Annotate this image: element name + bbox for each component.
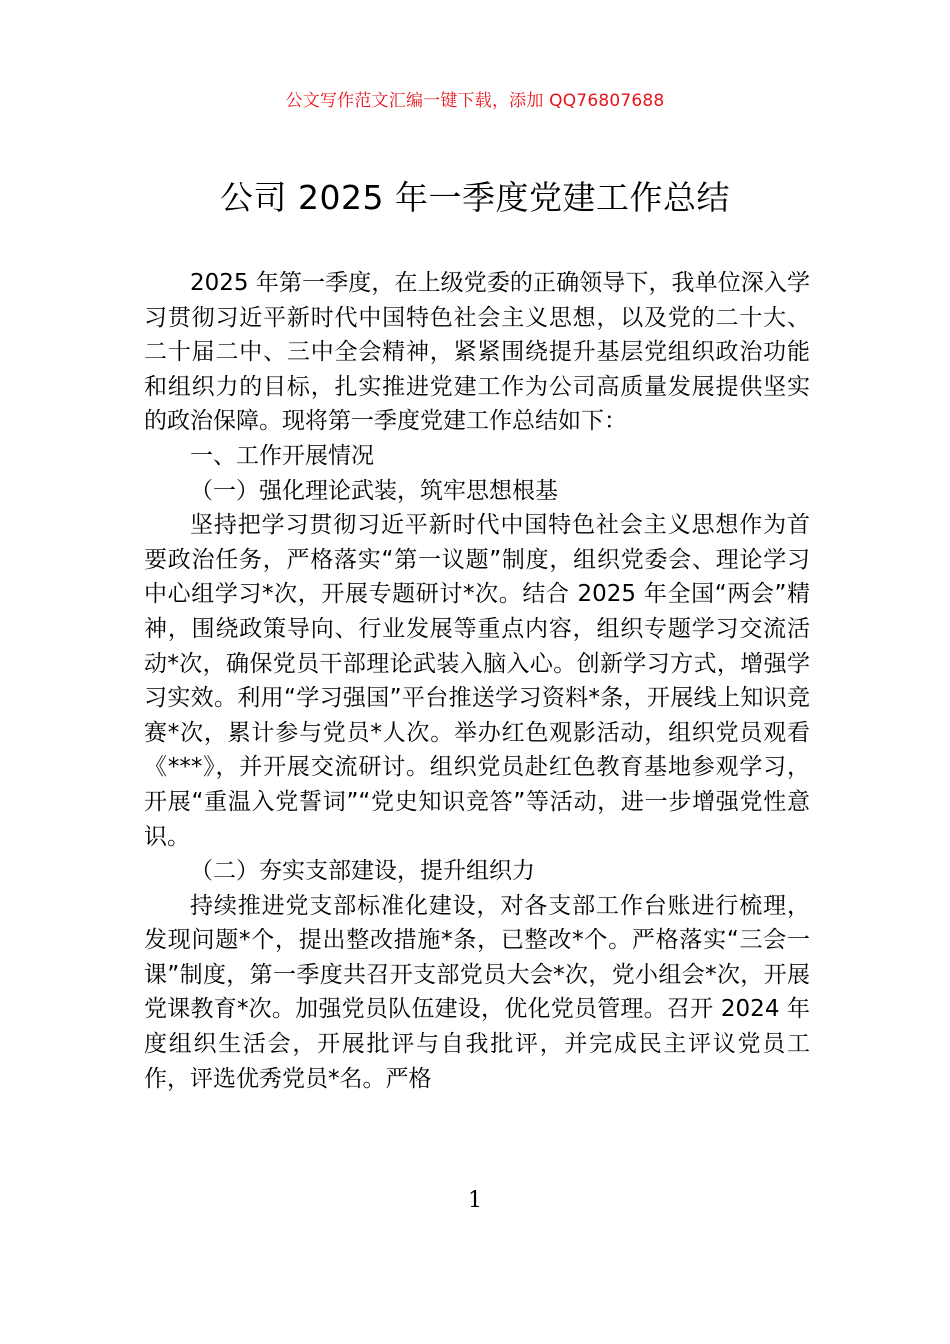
section-heading: 一、工作开展情况 (190, 442, 374, 469)
subsection-heading-1: （一）强化理论武装，筑牢思想根基 (190, 477, 558, 504)
document-body (144, 266, 810, 1096)
intro-paragraph: 2025 年第一季度，在上级党委的正确领导下，我单位深入学习贯彻习近平新时代中国特色社会主义思想，以及党的二十大、二十届二中、三中全会精神，紧紧围绕提升基层党组织政治功能和组织力的目标，扎实推进党建工作为公司高质量发展提供坚实的政治保障。现将第一季度党建工作总结如下： (144, 270, 810, 435)
body-paragraph-1: 坚持把学习贯彻习近平新时代中国特色社会主义思想作为首要政治任务，严格落实“第一议题”制度，组织党委会、理论学习中心组学习*次，开展专题研讨*次。结合 2025 年全国“两会”精神，围绕政策导向、行业发展等重点内容，组织专题学习交流活动*次，确保党员干部理论武装入脑入心。创新学习方式，增强学习实效。利用“学习强国”平台推送学习资料*条，开展线上知识竞赛*次，累计参与党员*人次。举办红色观影活动，组织党员观看《***》，并开展交流研讨。组织党员赴红色教育基地参观学习，开展“重温入党誓词”“党史知识竞答”等活动，进一步增强党性意识。 (144, 512, 810, 850)
download-notice: 公文写作范文汇编一键下载，添加 QQ76807688 (285, 91, 665, 111)
body-paragraph-2: 持续推进党支部标准化建设，对各支部工作台账进行梳理，发现问题*个，提出整改措施*条，已整改*个。严格落实“三会一课”制度，第一季度共召开支部党员大会*次，党小组会*次，开展党课教育*次。加强党员队伍建设，优化党员管理。召开 2024 年度组织生活会，开展批评与自我批评，并完成民主评议党员工作，评选优秀党员*名。严格 (144, 892, 810, 1092)
document-title: 公司 2025 年一季度党建工作总结 (220, 178, 730, 217)
subsection-heading-2: （二）夯实支部建设，提升组织力 (190, 858, 535, 885)
page-number: 1 (468, 1188, 482, 1213)
